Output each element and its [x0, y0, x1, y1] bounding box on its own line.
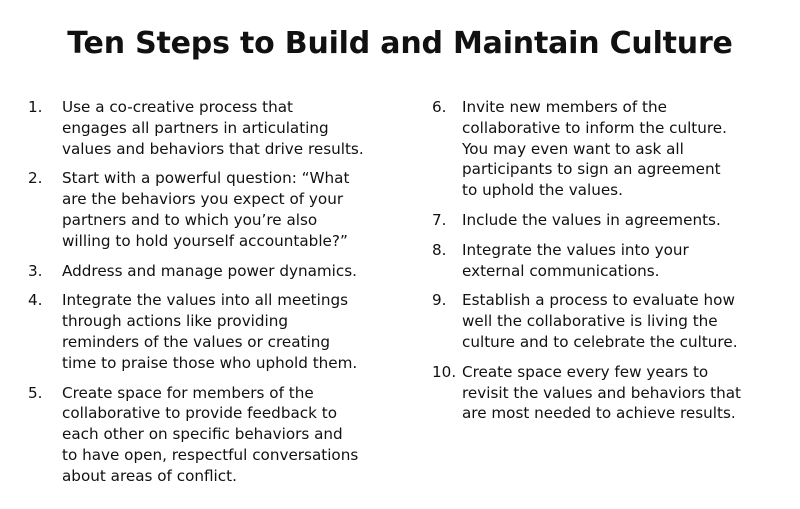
list-item [28, 290, 398, 373]
page-title: Ten Steps to Build and Maintain Culture [67, 26, 733, 61]
step-text: Integrate the values into all meetings through actions like providing reminders of the values or creating time to praise those who uphold them. [62, 291, 358, 372]
step-text: Establish a process to evaluate how well the collaborative is living the culture and to celebrate the culture. [462, 291, 738, 351]
list-item [28, 168, 398, 251]
step-number: 5. [28, 383, 43, 402]
step-number: 10. [432, 362, 457, 381]
step-number: 7. [432, 210, 447, 229]
steps-column-right [432, 97, 782, 433]
step-number: 1. [28, 98, 43, 116]
step-number: 2. [28, 169, 43, 188]
step-text: Create space for members of the collaborative to provide feedback to each other on specific behaviors and to have open, respectful conversations about areas of conflict. [62, 383, 359, 485]
step-text: Include the values in agreements. [462, 210, 721, 229]
steps-column-left [28, 97, 398, 496]
step-text: Address and manage power dynamics. [62, 261, 357, 280]
step-number: 3. [28, 261, 43, 280]
list-item [28, 383, 398, 487]
step-text: Use a co-creative process that engages all partners in articulating values and behaviors that drive results. [62, 98, 364, 158]
list-item [432, 97, 782, 201]
list-item [432, 240, 782, 282]
step-number: 9. [432, 291, 447, 310]
step-text: Create space every few years to revisit the values and behaviors that are most needed to achieve results. [462, 362, 741, 423]
list-item [432, 290, 782, 352]
step-text: Invite new members of the collaborative to inform the culture. You may even want to ask all participants to sign an agreement to uphold the values. [462, 98, 727, 200]
list-item [28, 261, 398, 282]
step-number: 6. [432, 98, 447, 116]
list-item [28, 97, 398, 159]
step-number: 8. [432, 240, 447, 259]
step-text: Start with a powerful question: “What are the behaviors you expect of your partners and to which you’re also willing to hold yourself accountable?” [62, 169, 350, 250]
list-item [432, 210, 782, 231]
step-text: Integrate the values into your external communications. [462, 240, 689, 280]
step-number: 4. [28, 291, 43, 310]
list-item [432, 362, 782, 424]
